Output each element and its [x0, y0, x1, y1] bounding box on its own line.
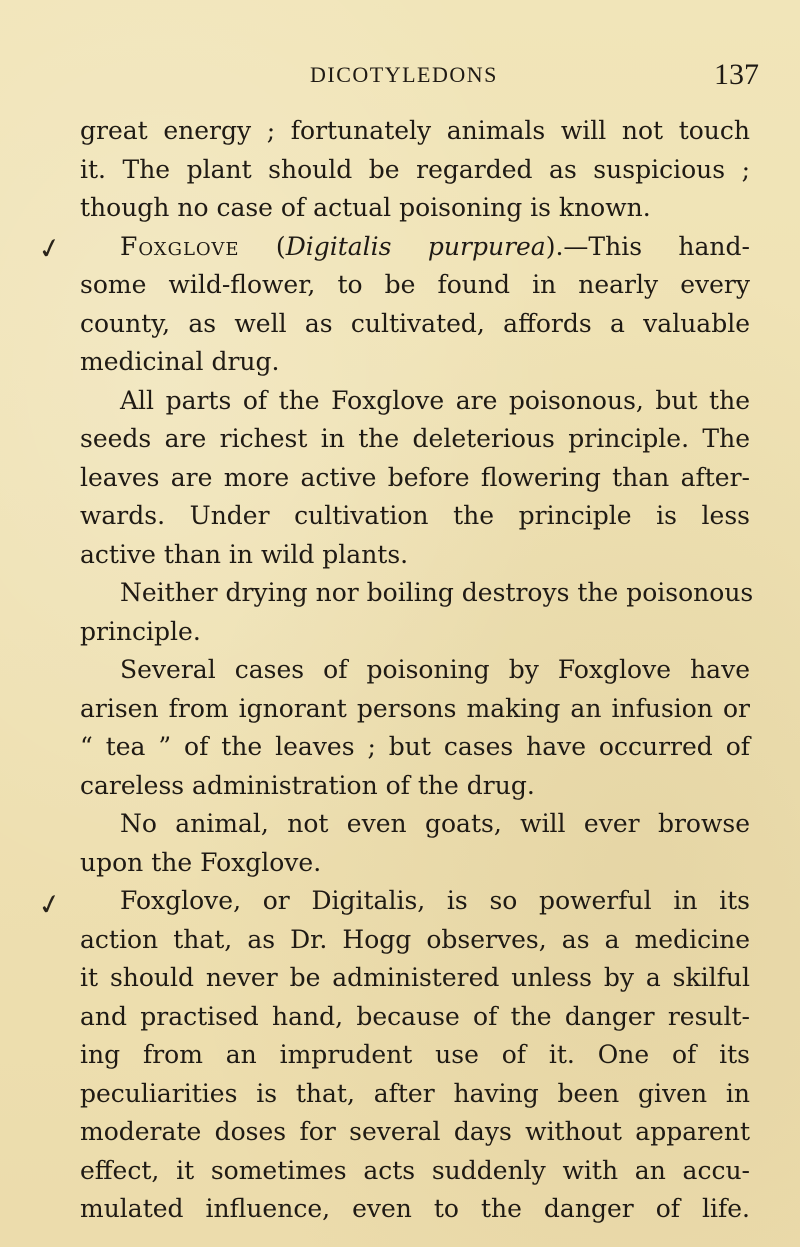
- text-line: seeds are richest in the deleterious principle. The: [80, 424, 750, 453]
- text-line: active than in wild plants.: [80, 539, 409, 569]
- paren-open: (: [275, 231, 286, 261]
- text-line: Neither drying nor boiling destroys the poisonous: [120, 578, 754, 607]
- paragraph: [80, 382, 750, 575]
- text-line: Several cases of poisoning by Foxglove have: [120, 655, 750, 684]
- text-line: action that, as Dr. Hogg observes, as a medicine: [80, 924, 750, 954]
- heading-continuation: ).—This hand-: [545, 231, 750, 261]
- paragraph: [80, 228, 750, 382]
- text-line: All parts of the Foxglove are poisonous, but the: [120, 385, 750, 415]
- page-body: [80, 112, 754, 1229]
- text-line: mulated influence, even to the danger of life.: [80, 1194, 750, 1223]
- page-number: 137: [714, 58, 759, 91]
- paragraph: [80, 574, 754, 651]
- text-line: peculiarities is that, after having been given in: [80, 1078, 750, 1108]
- text-line: [80, 228, 750, 267]
- text-line: effect, it sometimes acts suddenly with an accu-: [80, 1155, 750, 1185]
- margin-check-mark: ✓: [34, 229, 65, 268]
- text-line: careless administration of the drug.: [80, 770, 535, 800]
- margin-check-mark: ✓: [34, 885, 65, 924]
- text-line: great energy ; fortunately animals will not touch: [80, 116, 750, 145]
- latin-name: Digitalis purpurea: [285, 231, 546, 261]
- text-line: and practised hand, because of the danger result-: [80, 1001, 750, 1031]
- text-line: county, as well as cultivated, affords a valuable: [80, 308, 750, 338]
- text-line: wards. Under cultivation the principle is less: [80, 501, 750, 530]
- text-line: leaves are more active before flowering than after-: [80, 462, 750, 492]
- paragraph: [80, 112, 750, 228]
- text-line: though no case of actual poisoning is known.: [80, 193, 651, 222]
- text-line: medicinal drug.: [80, 347, 280, 376]
- text-line: moderate doses for several days without apparent: [80, 1117, 750, 1146]
- text-line: “ tea ” of the leaves ; but cases have occurred of: [80, 732, 750, 761]
- paragraph: [80, 882, 750, 1229]
- text-line: upon the Foxglove.: [80, 847, 322, 877]
- text-line: principle.: [80, 616, 201, 646]
- text-line: it. The plant should be regarded as suspicious ;: [80, 154, 750, 184]
- text-line: it should never be administered unless by a skilful: [80, 963, 750, 992]
- page-header: [0, 58, 800, 98]
- running-head: DICOTYLEDONS: [310, 62, 498, 87]
- text-line: arisen from ignorant persons making an infusion or: [80, 693, 750, 723]
- paragraph: [80, 651, 750, 805]
- text-line: No animal, not even goats, will ever browse: [120, 809, 750, 838]
- text-line: Foxglove, or Digitalis, is so powerful in its: [120, 886, 750, 915]
- entry-heading: Foxglove: [120, 231, 240, 261]
- text-line: ing from an imprudent use of it. One of its: [80, 1040, 750, 1069]
- text-line: some wild-flower, to be found in nearly every: [80, 270, 750, 299]
- paragraph: [80, 805, 750, 882]
